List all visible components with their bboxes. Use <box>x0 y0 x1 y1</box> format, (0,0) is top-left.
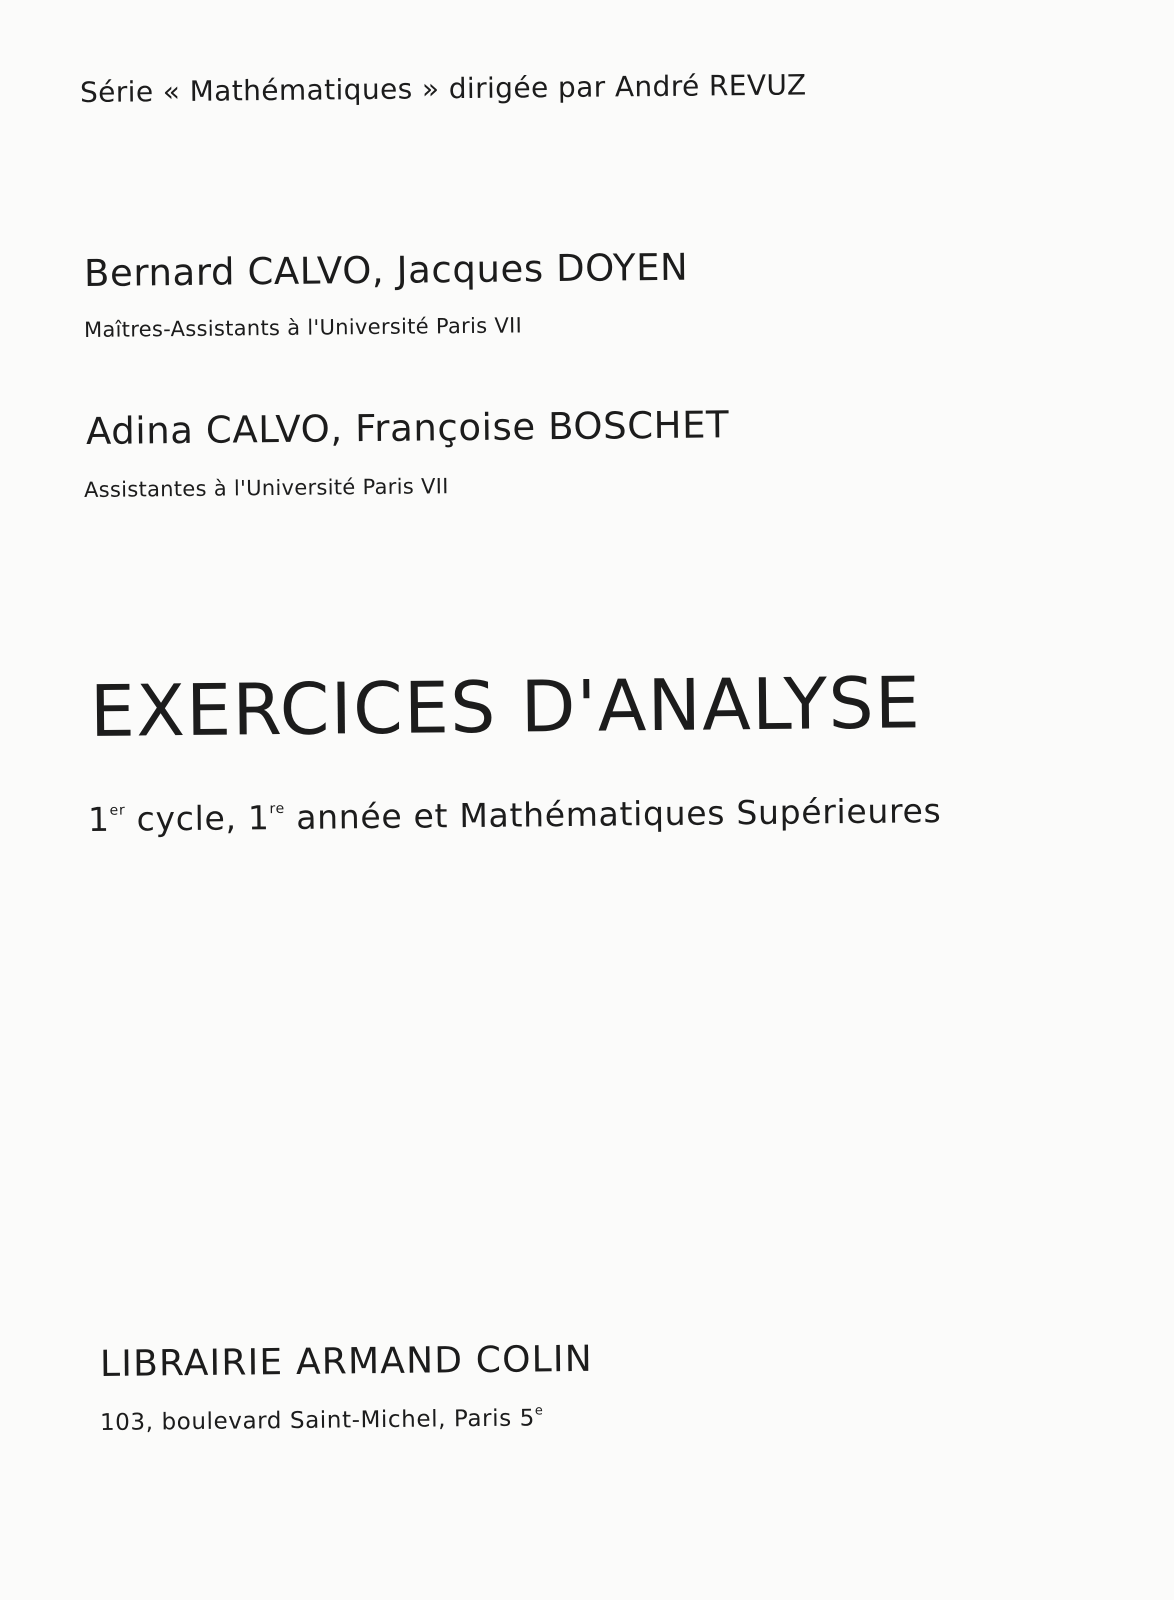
publisher-address-sup: e <box>534 1403 544 1419</box>
book-subtitle <box>88 791 942 839</box>
series-line: Série « Mathématiques » dirigée par André REVUZ <box>79 68 807 109</box>
author-names-2: Adina CALVO, Françoise BOSCHET <box>85 403 730 453</box>
subtitle-sup-2: re <box>269 800 285 818</box>
subtitle-sup-1: er <box>109 802 126 819</box>
publisher-name: LIBRAIRIE ARMAND COLIN <box>99 1338 594 1385</box>
subtitle-text-2: année et Mathématiques Supérieures <box>284 791 942 837</box>
subtitle-num-2: 1 <box>247 798 270 838</box>
publisher-address-text: 103, boulevard Saint-Michel, Paris 5 <box>99 1405 536 1436</box>
subtitle-num-1: 1 <box>87 799 110 839</box>
publisher-address <box>100 1405 544 1436</box>
author-affiliation-2: Assistantes à l'Université Paris VII <box>83 474 449 502</box>
author-names-1: Bernard CALVO, Jacques DOYEN <box>83 245 689 295</box>
author-affiliation-1: Maîtres-Assistants à l'Université Paris VII <box>83 313 523 342</box>
subtitle-text-1: cycle, <box>125 798 249 839</box>
book-title: EXERCICES D'ANALYSE <box>89 661 922 753</box>
